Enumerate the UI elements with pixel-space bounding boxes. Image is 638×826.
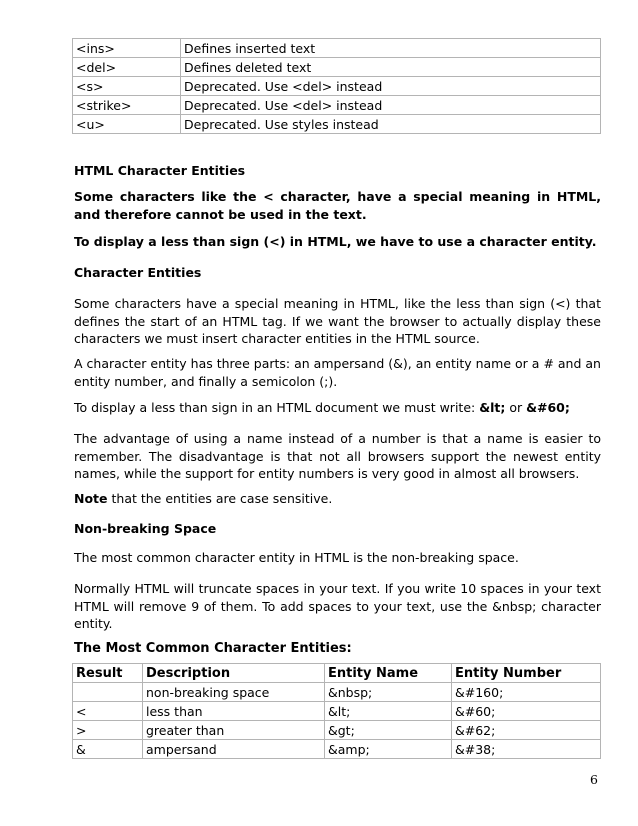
paragraph: The most common character entity in HTML is the non-breaking space. — [74, 550, 519, 565]
table-cell: > — [73, 721, 143, 740]
entity-table — [72, 663, 601, 759]
note-paragraph — [74, 490, 601, 508]
tag-cell: <del> — [73, 58, 181, 77]
table-cell: & — [73, 740, 143, 759]
table-row — [73, 721, 601, 740]
column-header: Entity Name — [325, 664, 452, 683]
description-cell: Deprecated. Use <del> instead — [181, 77, 601, 96]
paragraph-text: To display a less than sign in an HTML document we must write: — [74, 400, 480, 415]
table-cell — [73, 683, 143, 702]
table-cell: less than — [143, 702, 325, 721]
description-cell: Deprecated. Use <del> instead — [181, 96, 601, 115]
intro-paragraph: Some characters like the < character, have a special meaning in HTML, and therefore cannot be used in the text. — [74, 189, 601, 222]
description-cell: Defines deleted text — [181, 58, 601, 77]
table-cell: &amp; — [325, 740, 452, 759]
description-cell: Deprecated. Use styles instead — [181, 115, 601, 134]
table-cell: &#60; — [452, 702, 601, 721]
table-row — [73, 115, 601, 134]
column-header: Result — [73, 664, 143, 683]
table-cell: greater than — [143, 721, 325, 740]
table-row — [73, 702, 601, 721]
paragraph — [74, 399, 601, 417]
tag-cell: <u> — [73, 115, 181, 134]
paragraph: Normally HTML will truncate spaces in your text. If you write 10 spaces in your text HTML will remove 9 of them. To add spaces to your text, use the &nbsp; character entity. — [74, 581, 601, 631]
column-header: Entity Number — [452, 664, 601, 683]
tag-cell: <ins> — [73, 39, 181, 58]
section-heading: The Most Common Character Entities: — [74, 641, 352, 656]
tag-cell: <s> — [73, 77, 181, 96]
table-cell: ampersand — [143, 740, 325, 759]
paragraph: Some characters have a special meaning in HTML, like the less than sign (<) that defines the start of an HTML tag. If we want the browser to actually display these characters we must insert character entities in the HTML source. — [74, 296, 601, 346]
intro-paragraph: To display a less than sign (<) in HTML, we have to use a character entity. — [74, 234, 597, 249]
table-row — [73, 77, 601, 96]
table-header-row — [73, 664, 601, 683]
table-cell: &nbsp; — [325, 683, 452, 702]
table-cell: < — [73, 702, 143, 721]
table-cell: &lt; — [325, 702, 452, 721]
tag-table — [72, 38, 601, 134]
table-cell: &#62; — [452, 721, 601, 740]
section-heading: Character Entities — [74, 265, 202, 280]
section-heading: Non-breaking Space — [74, 521, 217, 536]
table-row — [73, 740, 601, 759]
tag-cell: <strike> — [73, 96, 181, 115]
note-label: Note — [74, 491, 108, 506]
paragraph-text: or — [505, 400, 527, 415]
section-heading: HTML Character Entities — [74, 163, 246, 178]
paragraph-text: that the entities are case sensitive. — [107, 491, 333, 506]
table-cell: non-breaking space — [143, 683, 325, 702]
table-row — [73, 58, 601, 77]
table-row — [73, 96, 601, 115]
entity-code: &lt; — [479, 400, 506, 415]
table-cell: &#38; — [452, 740, 601, 759]
page-number: 6 — [590, 772, 598, 787]
description-cell: Defines inserted text — [181, 39, 601, 58]
paragraph: A character entity has three parts: an ampersand (&), an entity name or a # and an entity number, and finally a semicolon (;). — [74, 356, 601, 389]
table-row — [73, 39, 601, 58]
column-header: Description — [143, 664, 325, 683]
paragraph: The advantage of using a name instead of a number is that a name is easier to remember. The disadvantage is that not all browsers support the newest entity names, while the support for entity numbers is very good in almost all browsers. — [74, 431, 601, 481]
table-cell: &#160; — [452, 683, 601, 702]
entity-code: &#60; — [526, 400, 570, 415]
table-cell: &gt; — [325, 721, 452, 740]
table-row — [73, 683, 601, 702]
